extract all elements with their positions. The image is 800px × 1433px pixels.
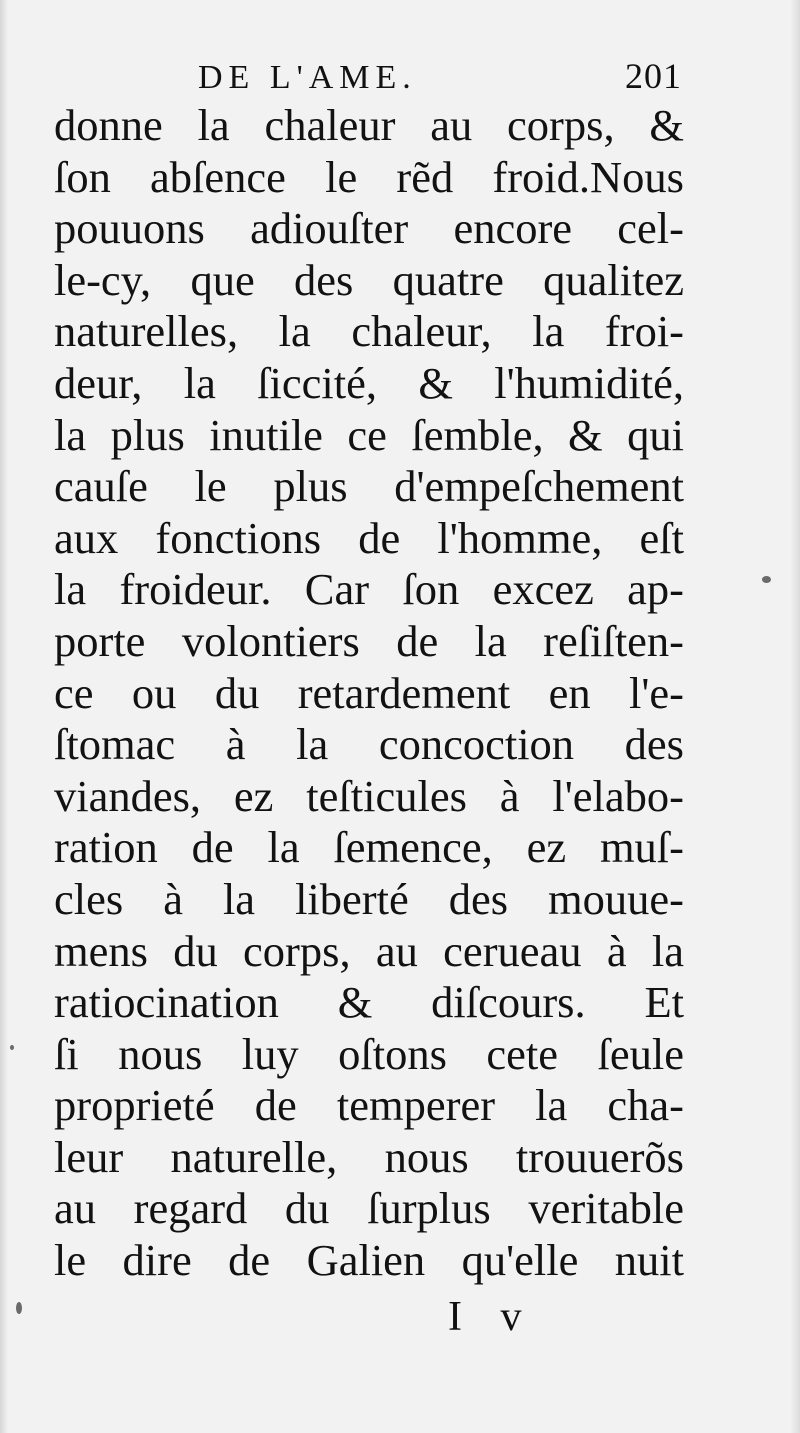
text-line: naturelles, la chaleur, la froi- (54, 306, 684, 357)
text-line: leur naturelle, nous trouuerõs (54, 1131, 684, 1182)
text-line: pouuons adiouſter encore cel- (54, 203, 684, 254)
text-line: ratiocination & diſcours. Et (54, 977, 684, 1028)
page-edge-shadow (790, 0, 800, 1433)
paper-speck (16, 1302, 22, 1314)
running-head: DE L'AME. (198, 59, 417, 96)
text-line: mens du corps, au cerueau à la (54, 925, 684, 976)
text-line: deur, la ſiccité, & l'humidité, (54, 357, 684, 408)
text-line: porte volontiers de la reſiſten- (54, 615, 684, 666)
text-line: le dire de Galien qu'elle nuit (54, 1235, 684, 1286)
text-line: aux fonctions de l'homme, eſt (54, 512, 684, 563)
paper-speck (10, 1045, 14, 1050)
spine-shadow (0, 0, 8, 1433)
signature-mark: I v (448, 1294, 536, 1340)
text-line: ſi nous luy oſtons cete ſeule (54, 1028, 684, 1079)
text-line: donne la chaleur au corps, & (54, 100, 684, 150)
text-line: viandes, ez teſticules à l'elabo- (54, 770, 684, 821)
text-line: ſtomac à la concoction des (54, 719, 684, 770)
text-line: le-cy, que des quatre qualitez (54, 254, 684, 305)
text-line: cauſe le plus d'empeſchement (54, 461, 684, 512)
text-line: cles à la liberté des mouue- (54, 873, 684, 924)
body-text (54, 100, 684, 1287)
text-line: ce ou du retardement en l'e- (54, 667, 684, 718)
text-line: la froideur. Car ſon excez ap- (54, 564, 684, 615)
text-line: la plus inutile ce ſemble, & qui (54, 409, 684, 460)
text-line: ration de la ſemence, ez muſ- (54, 822, 684, 873)
page-header (54, 52, 682, 102)
paper-speck (762, 576, 771, 583)
text-line: proprieté de temperer la cha- (54, 1080, 684, 1131)
text-line: ſon abſence le rẽd froid.Nous (54, 151, 684, 202)
text-line: au regard du ſurplus veritable (54, 1183, 684, 1234)
page-number: 201 (625, 56, 682, 96)
